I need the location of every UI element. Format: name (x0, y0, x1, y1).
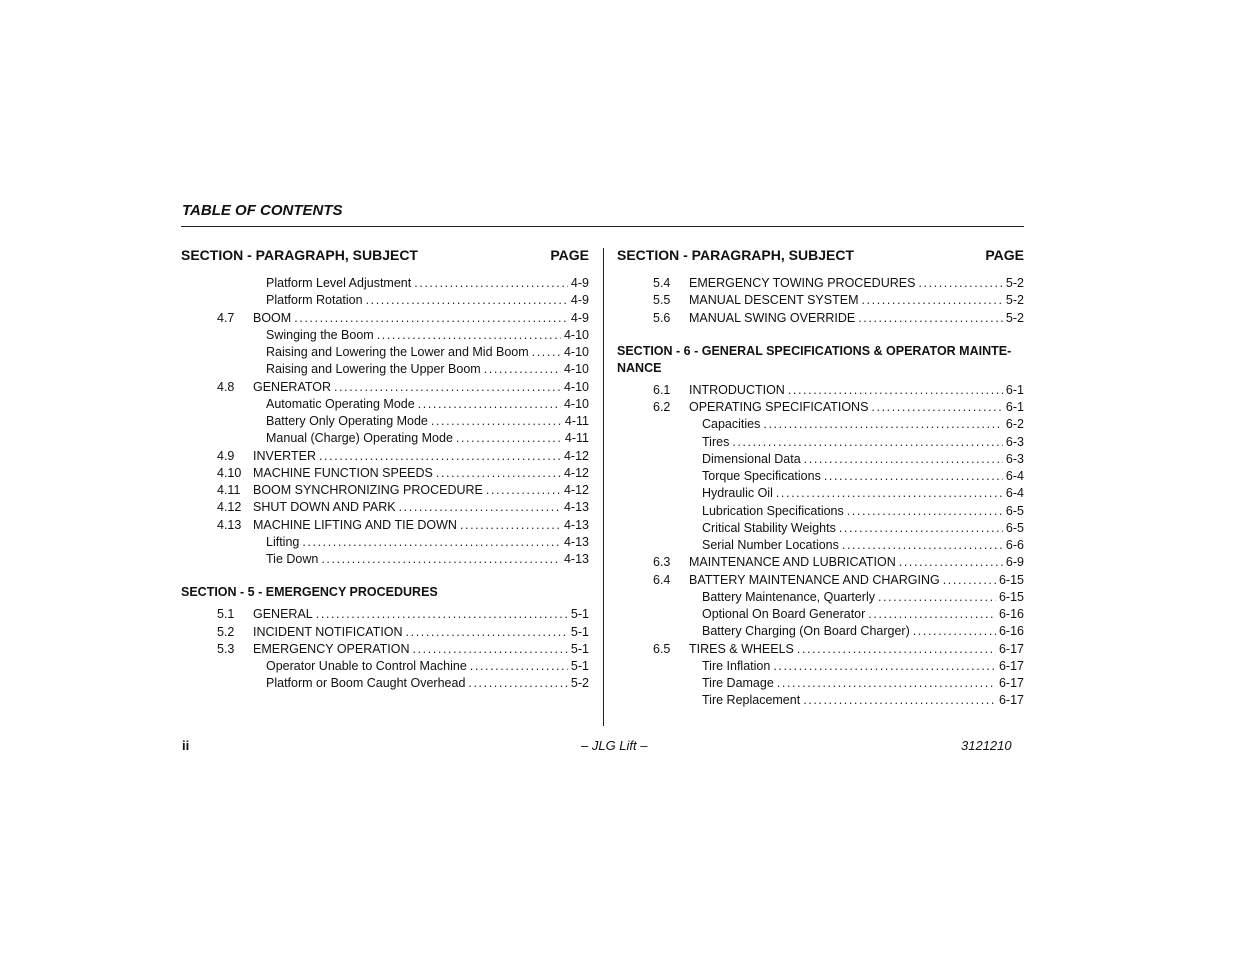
toc-entry[interactable] (617, 537, 1024, 554)
dot-leader (803, 692, 996, 709)
dot-leader (943, 572, 996, 589)
entry-title: MAINTENANCE AND LUBRICATION (689, 555, 896, 570)
toc-entry[interactable] (617, 692, 1024, 709)
entry-page: 6-5 (1005, 520, 1024, 535)
entry-title: Operator Unable to Control Machine (266, 659, 467, 673)
entry-number: 6.3 (653, 555, 671, 570)
entry-number: 5.4 (653, 276, 671, 290)
document-number: 3121210 (961, 738, 1012, 753)
entry-title: GENERATOR (253, 379, 332, 394)
entry-title: Platform Rotation (266, 293, 363, 308)
dot-leader (414, 275, 568, 292)
entry-title: Lifting (266, 534, 300, 549)
toc-entry[interactable] (617, 554, 1024, 571)
entry-title: BATTERY MAINTENANCE AND CHARGING (689, 572, 940, 587)
dot-leader (486, 482, 561, 499)
entry-page: 6-17 (998, 658, 1024, 673)
entry-page: 4-12 (563, 483, 589, 497)
entry-title: Hydraulic Oil (702, 486, 773, 501)
column-header (617, 246, 1024, 264)
dot-leader (431, 413, 562, 430)
entry-page: 5-2 (1005, 293, 1024, 308)
entry-number: 5.6 (653, 310, 671, 325)
section-heading: SECTION - 5 - EMERGENCY PROCEDURES (181, 585, 438, 600)
entry-title: Optional On Board Generator (702, 607, 866, 621)
page-number: ii (182, 738, 190, 753)
dot-leader (918, 275, 1002, 292)
dot-leader (418, 396, 561, 413)
toc-entry[interactable] (181, 499, 589, 516)
entry-page: 4-9 (570, 293, 589, 308)
entry-page: 6-15 (998, 572, 1024, 587)
entry-page: 6-15 (998, 589, 1024, 604)
entry-number: 4.12 (217, 500, 242, 515)
entry-title: Manual (Charge) Operating Mode (266, 431, 453, 446)
toc-entry[interactable] (181, 413, 589, 430)
entry-page: 6-16 (998, 624, 1024, 639)
toc-left-column (181, 246, 589, 693)
dot-leader (456, 430, 562, 447)
dot-leader (776, 485, 1003, 502)
entry-page: 4-9 (570, 310, 589, 325)
entry-number: 6.5 (653, 641, 671, 656)
entry-page: 6-17 (998, 693, 1024, 708)
entry-title: Raising and Lowering the Lower and Mid Boom (266, 345, 529, 359)
entry-page: 5-1 (570, 641, 589, 656)
toc-entry[interactable] (617, 292, 1024, 309)
dot-leader (913, 623, 996, 640)
dot-leader (334, 379, 561, 396)
toc-entry[interactable] (181, 292, 589, 309)
dot-leader (470, 658, 568, 675)
entry-page: 4-9 (570, 276, 589, 290)
toc-entry[interactable] (181, 606, 589, 623)
toc-entry[interactable] (617, 468, 1024, 485)
entry-page: 6-1 (1005, 400, 1024, 414)
entry-page: 6-4 (1005, 469, 1024, 483)
entry-page: 4-10 (563, 345, 589, 359)
entry-number: 4.13 (217, 517, 242, 532)
entry-number: 5.1 (217, 607, 235, 622)
dot-leader (878, 589, 996, 606)
entry-number: 6.2 (653, 400, 671, 414)
dot-leader (788, 382, 1003, 399)
toc-entry[interactable] (617, 503, 1024, 520)
entry-title: Tires (702, 434, 730, 449)
entry-title: BOOM SYNCHRONIZING PROCEDURE (253, 483, 483, 497)
entry-number: 4.7 (217, 310, 235, 325)
toc-entry[interactable] (181, 327, 589, 344)
entry-page: 4-10 (563, 327, 589, 342)
toc-entry[interactable] (617, 606, 1024, 623)
dot-leader (847, 503, 1003, 520)
toc-entry[interactable] (181, 517, 589, 534)
entry-title: Tie Down (266, 552, 319, 566)
column-header-page: PAGE (550, 247, 589, 263)
entry-title: TIRES & WHEELS (689, 641, 794, 656)
entry-page: 6-3 (1005, 434, 1024, 449)
entry-page: 6-4 (1005, 486, 1024, 501)
toc-list-right (617, 275, 1024, 710)
entry-page: 4-10 (563, 362, 589, 377)
section-heading: SECTION - 6 - GENERAL SPECIFICATIONS & OPERATOR MAINTE-NANCE (617, 343, 1012, 375)
entry-page: 4-13 (563, 552, 589, 566)
dot-leader (294, 310, 568, 327)
entry-title: Lubrication Specifications (702, 503, 844, 518)
entry-number: 5.3 (217, 641, 235, 656)
dot-leader (399, 499, 561, 516)
entry-page: 6-9 (1005, 555, 1024, 570)
entry-number: 4.8 (217, 379, 235, 394)
dot-leader (468, 675, 568, 692)
entry-page: 5-1 (570, 607, 589, 622)
toc-entry[interactable] (617, 675, 1024, 692)
column-header-page: PAGE (985, 247, 1024, 263)
toc-entry[interactable] (617, 451, 1024, 468)
dot-leader (316, 606, 568, 623)
entry-number: 6.4 (653, 572, 671, 587)
column-header-subject: SECTION - PARAGRAPH, SUBJECT (181, 247, 418, 263)
toc-entry[interactable] (181, 430, 589, 447)
entry-page: 6-6 (1005, 538, 1024, 552)
dot-leader (763, 416, 1003, 433)
dot-leader (797, 641, 996, 658)
entry-number: 5.5 (653, 293, 671, 308)
entry-page: 5-1 (570, 659, 589, 673)
toc-entry[interactable] (617, 382, 1024, 399)
entry-page: 6-2 (1005, 417, 1024, 432)
toc-right-column (617, 246, 1024, 710)
dot-leader (899, 554, 1003, 571)
toc-entry[interactable] (181, 361, 589, 378)
toc-entry[interactable] (617, 434, 1024, 451)
dot-leader (732, 434, 1003, 451)
toc-entry[interactable] (181, 675, 589, 692)
entry-title: Platform Level Adjustment (266, 276, 412, 290)
toc-entry[interactable] (181, 396, 589, 413)
toc-entry[interactable] (617, 520, 1024, 537)
dot-leader (824, 468, 1003, 485)
dot-leader (302, 534, 561, 551)
toc-entry[interactable] (181, 448, 589, 465)
toc-entry[interactable] (181, 465, 589, 482)
entry-page: 5-2 (1005, 276, 1024, 290)
entry-number: 4.10 (217, 465, 242, 480)
dot-leader (871, 399, 1003, 416)
dot-leader (868, 606, 996, 623)
entry-page: 5-1 (570, 624, 589, 639)
entry-number: 4.9 (217, 448, 235, 463)
entry-title: EMERGENCY TOWING PROCEDURES (689, 276, 916, 290)
entry-number: 4.11 (217, 483, 241, 497)
entry-title: Swinging the Boom (266, 327, 374, 342)
entry-page: 4-11 (564, 414, 589, 428)
toc-entry[interactable] (617, 589, 1024, 606)
entry-page: 6-17 (998, 676, 1024, 690)
entry-title: Tire Replacement (702, 693, 801, 708)
column-divider (603, 248, 604, 726)
entry-page: 4-10 (563, 379, 589, 394)
toc-entry[interactable] (617, 275, 1024, 292)
header-rule (181, 226, 1024, 227)
dot-leader (777, 675, 996, 692)
entry-page: 4-12 (563, 448, 589, 463)
entry-title: MANUAL SWING OVERRIDE (689, 310, 856, 325)
entry-title: INCIDENT NOTIFICATION (253, 624, 403, 639)
entry-page: 4-13 (563, 500, 589, 515)
entry-title: Tire Inflation (702, 658, 771, 673)
dot-leader (321, 551, 561, 568)
toc-entry[interactable] (181, 275, 589, 292)
toc-entry[interactable] (617, 658, 1024, 675)
toc-entry[interactable] (181, 534, 589, 551)
entry-title: Platform or Boom Caught Overhead (266, 676, 466, 691)
toc-entry[interactable] (617, 399, 1024, 416)
toc-entry[interactable] (617, 485, 1024, 502)
dot-leader (861, 292, 1002, 309)
entry-page: 4-13 (563, 534, 589, 549)
toc-entry[interactable] (181, 482, 589, 499)
toc-entry[interactable] (617, 572, 1024, 589)
dot-leader (377, 327, 561, 344)
entry-title: Serial Number Locations (702, 538, 839, 552)
toc-entry[interactable] (181, 379, 589, 396)
entry-title: Automatic Operating Mode (266, 396, 415, 411)
entry-title: MACHINE FUNCTION SPEEDS (253, 465, 433, 480)
entry-title: Dimensional Data (702, 451, 801, 466)
dot-leader (460, 517, 561, 534)
dot-leader (804, 451, 1003, 468)
entry-page: 4-13 (563, 517, 589, 532)
entry-title: SHUT DOWN AND PARK (253, 500, 396, 515)
entry-title: INVERTER (253, 448, 316, 463)
entry-title: EMERGENCY OPERATION (253, 641, 410, 656)
dot-leader (366, 292, 568, 309)
toc-entry[interactable] (617, 623, 1024, 640)
dot-leader (839, 520, 1003, 537)
entry-page: 4-12 (563, 465, 589, 480)
toc-entry[interactable] (181, 658, 589, 675)
entry-page: 5-2 (570, 676, 589, 691)
column-header (181, 246, 589, 264)
toc-entry[interactable] (181, 624, 589, 641)
entry-title: MACHINE LIFTING AND TIE DOWN (253, 517, 457, 532)
dot-leader (858, 310, 1003, 327)
dot-leader (436, 465, 561, 482)
entry-title: Battery Charging (On Board Charger) (702, 624, 910, 639)
entry-title: Raising and Lowering the Upper Boom (266, 362, 481, 377)
entry-title: OPERATING SPECIFICATIONS (689, 400, 869, 414)
entry-number: 5.2 (217, 624, 235, 639)
toc-entry[interactable] (181, 641, 589, 658)
entry-page: 6-1 (1005, 382, 1024, 397)
toc-entry[interactable] (617, 416, 1024, 433)
toc-entry[interactable] (181, 551, 589, 568)
entry-title: BOOM (253, 310, 292, 325)
entry-page: 6-3 (1005, 451, 1024, 466)
dot-leader (532, 344, 561, 361)
entry-title: GENERAL (253, 607, 313, 622)
toc-entry[interactable] (617, 310, 1024, 327)
footer-publisher: – JLG Lift – (581, 738, 648, 753)
toc-entry[interactable] (181, 310, 589, 327)
entry-page: 6-16 (998, 607, 1024, 621)
page-title: TABLE OF CONTENTS (182, 202, 343, 219)
dot-leader (773, 658, 996, 675)
entry-title: Battery Maintenance, Quarterly (702, 589, 875, 604)
entry-title: Torque Specifications (702, 469, 821, 483)
entry-page: 4-10 (563, 396, 589, 411)
entry-page: 5-2 (1005, 310, 1024, 325)
entry-page: 4-11 (564, 431, 589, 446)
entry-title: Tire Damage (702, 676, 774, 690)
dot-leader (319, 448, 561, 465)
dot-leader (842, 537, 1003, 554)
entry-title: Critical Stability Weights (702, 520, 836, 535)
entry-title: MANUAL DESCENT SYSTEM (689, 293, 859, 308)
entry-title: INTRODUCTION (689, 382, 785, 397)
entry-title: Battery Only Operating Mode (266, 414, 428, 428)
entry-page: 6-17 (998, 641, 1024, 656)
entry-number: 6.1 (653, 382, 671, 397)
toc-entry[interactable] (617, 641, 1024, 658)
dot-leader (406, 624, 568, 641)
toc-list-left (181, 275, 589, 693)
dot-leader (484, 361, 561, 378)
dot-leader (413, 641, 568, 658)
entry-title: Capacities (702, 417, 761, 432)
column-header-subject: SECTION - PARAGRAPH, SUBJECT (617, 247, 854, 263)
entry-page: 6-5 (1005, 503, 1024, 518)
toc-entry[interactable] (181, 344, 589, 361)
